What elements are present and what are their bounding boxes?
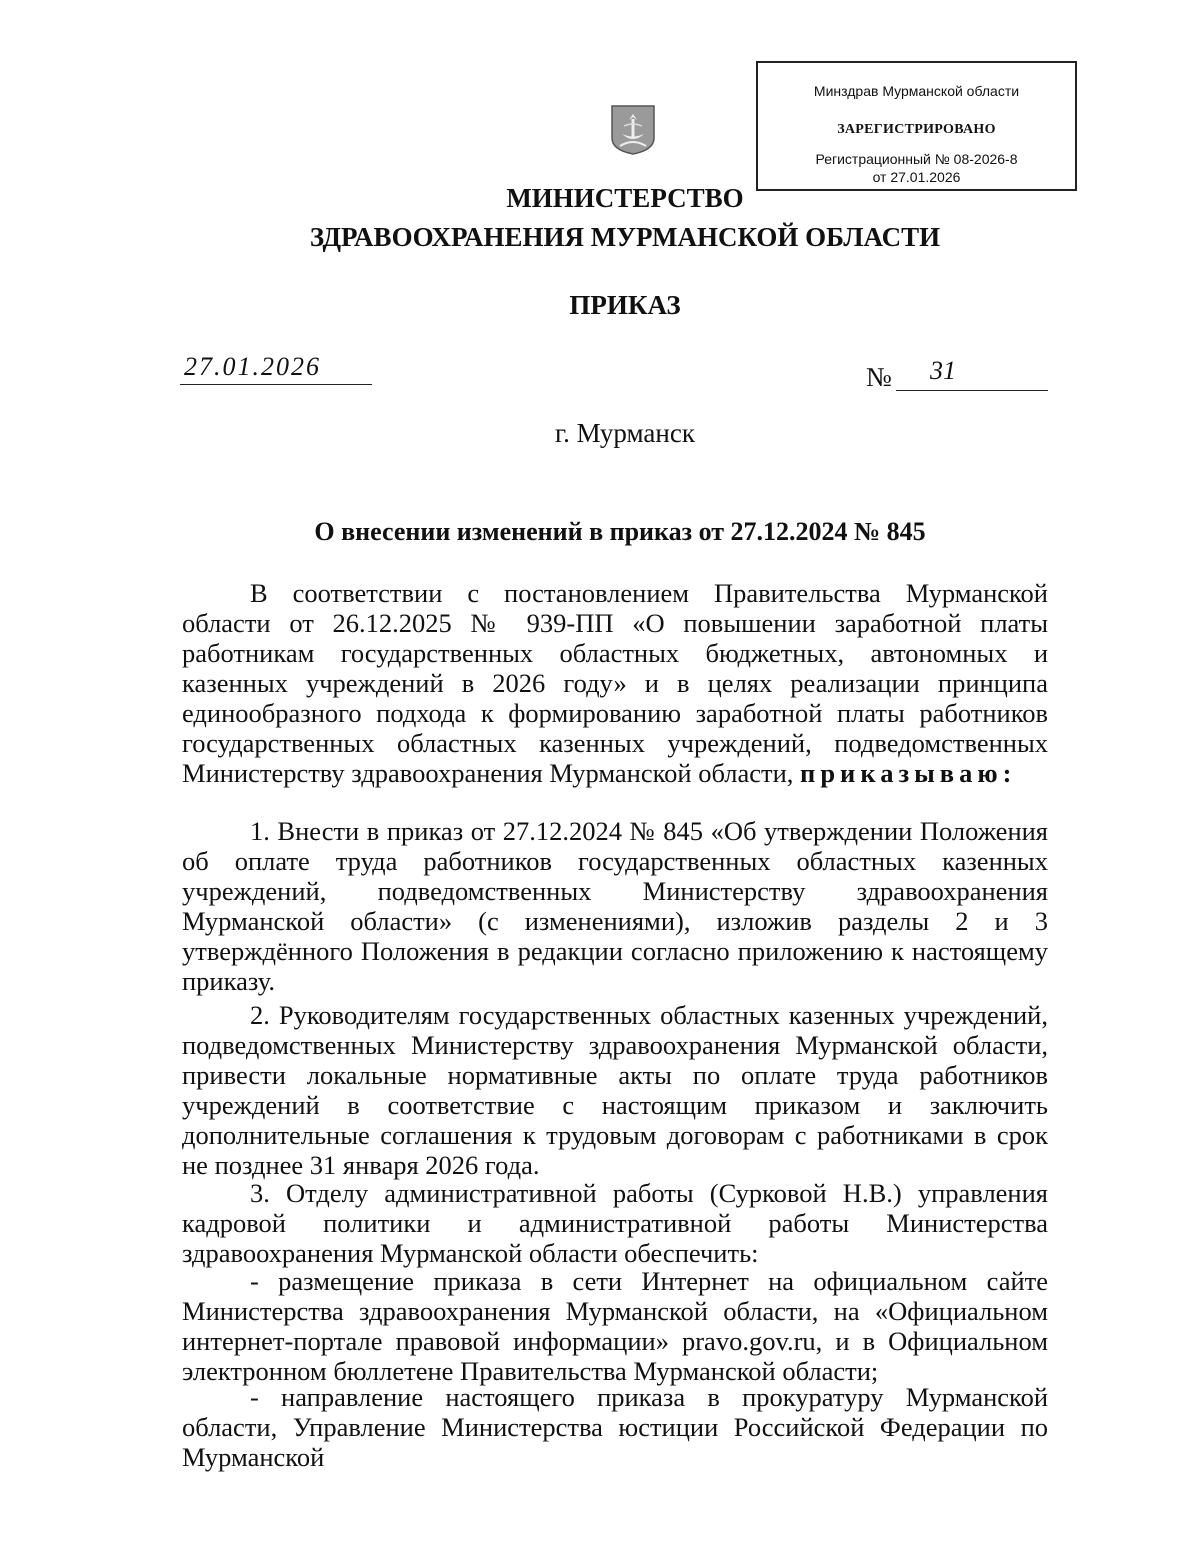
stamp-reg-number: Регистрационный № 08-2026-8 [815,151,1018,167]
item-1-text: 1. Внести в приказ от 27.12.2024 № 845 «Об утверждении Положения об оплате труда работников государственных областных казенных учреждений, подведомственных Министерству здравоохранения Мурманской области» (с изменениями), изложив разделы 2 и 3 утверждённого Положения в редакции согласно приложению к настоящему приказу. [182,816,1048,996]
order-subject: О внесении изменений в приказ от 27.12.2024 № 845 [314,517,926,546]
item-3-text: 3. Отделу административной работы (Сурковой Н.В.) управления кадровой политики и административной работы Министерства здравоохранения Мурманской области обеспечить: [182,1178,1048,1268]
document-type: ПРИКАЗ [569,290,681,320]
handwritten-date: 27.01.2026 [184,352,321,381]
ministry-title: МИНИСТЕРСТВО [506,183,744,213]
handwritten-date-field [180,352,372,385]
stamp-status: ЗАРЕГИСТРИРОВАНО [837,122,996,137]
stamp-organization: Минздрав Мурманской области [813,83,1020,99]
bullet-2-text: - направление настоящего приказа в прокуратуру Мурманской области, Управление Министерства юстиции Российской Федерации по Мурманской [182,1382,1048,1472]
handwritten-number: 31 [930,356,956,385]
stamp-reg-date: от 27.01.2026 [872,169,961,185]
item-2 [182,1000,1048,1180]
item-1 [182,816,1048,996]
number-label: № [866,362,892,392]
preamble-paragraph [182,578,1048,788]
item-3 [182,1178,1048,1268]
preamble-text: В соответствии с постановлением Правительства Мурманской области от 26.12.2025 № 939-ПП «О повышении заработной платы работникам государственных областных бюджетных, автономных и казенных учреждений в 2026 году» и в целях реализации принципа единообразного подхода к формированию заработной платы работников государственных областных казенных учреждений, подведомственных Министерству здравоохранения Мурманской области, [182,578,1048,788]
bullet-1 [182,1266,1048,1386]
city: г. Мурманск [555,418,695,448]
bullet-2 [182,1382,1048,1472]
order-word: приказываю: [800,758,1017,788]
bullet-1-text: - размещение приказа в сети Интернет на официальном сайте Министерства здравоохранения Мурманской области, на «Официальном интернет-портале правовой информации» pravo.gov.ru, и в Официальном электронном бюллетене Правительства Мурманской области; [182,1266,1048,1386]
registration-stamp [756,61,1077,191]
order-number-field [896,356,1048,391]
coat-of-arms-icon [610,104,656,156]
ministry-name: ЗДРАВООХРАНЕНИЯ МУРМАНСКОЙ ОБЛАСТИ [309,222,941,252]
item-2-text: 2. Руководителям государственных областных казенных учреждений, подведомственных Министерству здравоохранения Мурманской области, привести локальные нормативные акты по оплате труда работников учреждений в соответствие с настоящим приказом и заключить дополнительные соглашения к трудовым договорам с работниками в срок не позднее 31 января 2026 года. [182,1000,1048,1180]
